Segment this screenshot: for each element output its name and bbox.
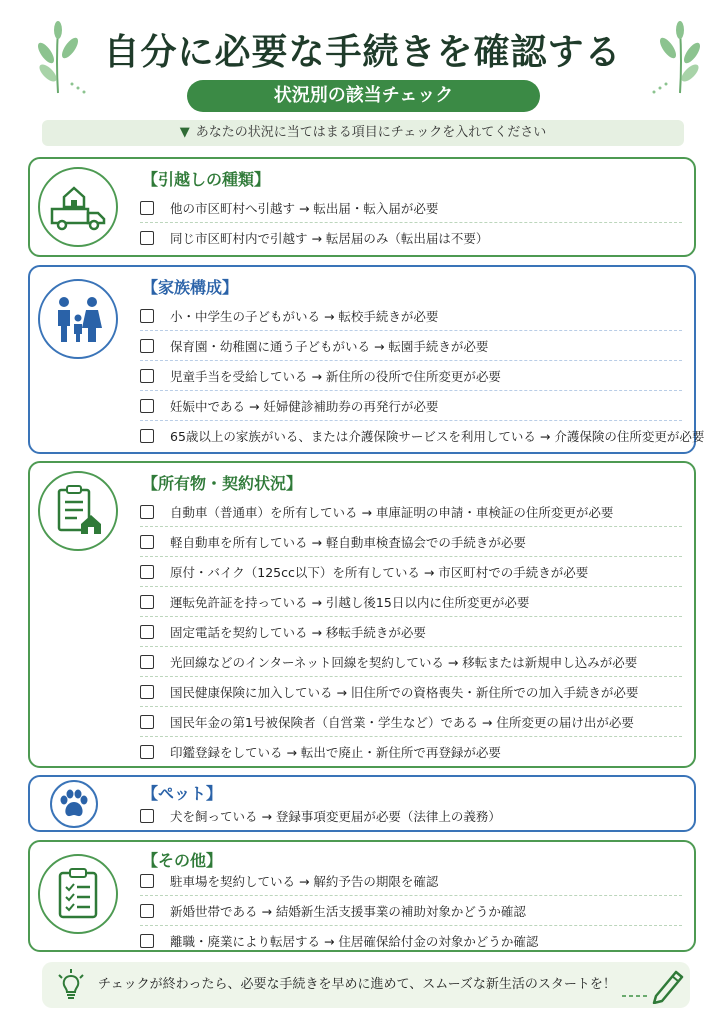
checklist-item[interactable]	[140, 557, 682, 587]
checkbox[interactable]	[140, 535, 154, 549]
checklist	[140, 866, 682, 956]
checkbox[interactable]	[140, 309, 154, 323]
section-pets	[28, 775, 696, 832]
checklist-item[interactable]	[140, 527, 682, 557]
instruction-bar	[42, 120, 684, 146]
section-heading: 【引越しの種類】	[142, 170, 271, 189]
checklist-item[interactable]	[140, 801, 682, 831]
page-title: 自分に必要な手続きを確認する	[103, 32, 622, 73]
checklist-item-label: 国民健康保険に加入している → 旧住所での資格喪失・新住所での加入手続きが必要	[170, 684, 639, 700]
checklist-item[interactable]	[140, 391, 682, 421]
checklist-item-label: 自動車（普通車）を所有している → 車庫証明の申請・車検証の住所変更が必要	[170, 504, 614, 520]
checklist-item[interactable]	[140, 737, 682, 767]
checkbox[interactable]	[140, 399, 154, 413]
checklist-item-label: 印鑑登録をしている → 転出で廃止・新住所で再登録が必要	[170, 745, 501, 760]
checkbox[interactable]	[140, 874, 154, 888]
checkbox[interactable]	[140, 595, 154, 609]
checklist-item-label: 新婚世帯である → 結婚新生活支援事業の補助対象かどうか確認	[170, 903, 526, 919]
checkbox[interactable]	[140, 339, 154, 353]
section-heading: 【ペット】	[142, 784, 223, 803]
checkbox[interactable]	[140, 809, 154, 823]
checkbox[interactable]	[140, 429, 154, 443]
checklist-item-label: 原付・バイク（125cc以下）を所有している → 市区町村での手続きが必要	[170, 564, 589, 580]
checklist-item[interactable]	[140, 617, 682, 647]
section-property-contracts	[28, 461, 696, 768]
checklist	[140, 193, 682, 253]
checklist-item-label: 他の市区町村へ引越す → 転出届・転入届が必要	[170, 200, 439, 216]
checklist-item[interactable]	[140, 421, 705, 451]
checklist-item-label: 65歳以上の家族がいる、または介護保険サービスを利用している → 介護保険の住所変更が必要	[170, 429, 705, 444]
checkbox[interactable]	[140, 625, 154, 639]
checklist-item[interactable]	[140, 926, 682, 956]
checklist-item-label: 離職・廃業により転居する → 住居確保給付金の対象かどうか確認	[170, 934, 539, 949]
checklist-item-label: 固定電話を契約している → 移転手続きが必要	[170, 624, 426, 640]
checklist-item[interactable]	[140, 193, 682, 223]
checklist-item-label: 光回線などのインターネット回線を契約している → 移転または新規申し込みが必要	[170, 654, 638, 670]
checklist	[140, 497, 682, 767]
checklist-item[interactable]	[140, 361, 682, 391]
checkbox[interactable]	[140, 904, 154, 918]
checklist-item[interactable]	[140, 587, 682, 617]
section-other	[28, 840, 696, 952]
checklist-item[interactable]	[140, 896, 682, 926]
instruction-text: あなたの状況に当てはまる項目にチェックを入れてください	[195, 125, 547, 140]
lightbulb-icon	[56, 969, 86, 1001]
checklist-item[interactable]	[140, 866, 682, 896]
checklist-item[interactable]	[140, 223, 682, 253]
checklist-item-label: 小・中学生の子どもがいる → 転校手続きが必要	[170, 308, 439, 324]
checklist-item-label: 妊娠中である → 妊婦健診補助券の再発行が必要	[170, 398, 439, 414]
checklist-item-label: 同じ市区町村内で引越す → 転居届のみ（転出届は不要）	[170, 231, 489, 246]
checklist-item-label: 児童手当を受給している → 新住所の役所で住所変更が必要	[170, 368, 501, 384]
checkbox[interactable]	[140, 685, 154, 699]
family-icon	[38, 279, 118, 359]
checkbox[interactable]	[140, 655, 154, 669]
section-heading: 【所有物・契約状況】	[142, 474, 303, 493]
checkbox[interactable]	[140, 369, 154, 383]
document-house-icon	[38, 471, 118, 551]
checklist-item[interactable]	[140, 707, 682, 737]
checkbox[interactable]	[140, 231, 154, 245]
checklist	[140, 801, 682, 831]
checklist-item[interactable]	[140, 677, 682, 707]
checklist-item[interactable]	[140, 331, 682, 361]
checklist-item[interactable]	[140, 301, 682, 331]
footer-text: チェックが終わったら、必要な手続きを早めに進めて、スムーズな新生活のスタートを！	[98, 977, 616, 992]
checkbox[interactable]	[140, 505, 154, 519]
checkbox[interactable]	[140, 745, 154, 759]
checkbox[interactable]	[140, 565, 154, 579]
triangle-down-icon: ▼	[179, 125, 190, 140]
checklist-item[interactable]	[140, 647, 682, 677]
moving-truck-house-icon	[38, 167, 118, 247]
section-heading: 【家族構成】	[142, 278, 239, 297]
paw-icon	[50, 780, 98, 828]
checklist-item-label: 駐車場を契約している → 解約予告の期限を確認	[170, 873, 439, 889]
section-heading: 【その他】	[142, 851, 223, 870]
checklist-item[interactable]	[140, 497, 682, 527]
checklist	[140, 301, 705, 451]
pencil-icon	[650, 966, 686, 1004]
dash-decoration-icon	[622, 986, 652, 998]
checklist-clipboard-icon	[38, 854, 118, 934]
checklist-item-label: 国民年金の第1号被保険者（自営業・学生など）である → 住所変更の届け出が必要	[170, 714, 634, 730]
checklist-item-label: 保育園・幼稚園に通う子どもがいる → 転園手続きが必要	[170, 338, 489, 354]
checklist-item-label: 運転免許証を持っている → 引越し後15日以内に住所変更が必要	[170, 594, 530, 610]
section-moving-type	[28, 157, 696, 257]
checklist-item-label: 軽自動車を所有している → 軽自動車検査協会での手続きが必要	[170, 534, 526, 550]
checkbox[interactable]	[140, 715, 154, 729]
section-family	[28, 265, 705, 454]
checkbox[interactable]	[140, 201, 154, 215]
checklist-item-label: 犬を飼っている → 登録事項変更届が必要（法律上の義務）	[170, 809, 501, 824]
footer-tip	[42, 962, 690, 1008]
checkbox[interactable]	[140, 934, 154, 948]
page-subtitle: 状況別の該当チェック	[187, 80, 540, 112]
